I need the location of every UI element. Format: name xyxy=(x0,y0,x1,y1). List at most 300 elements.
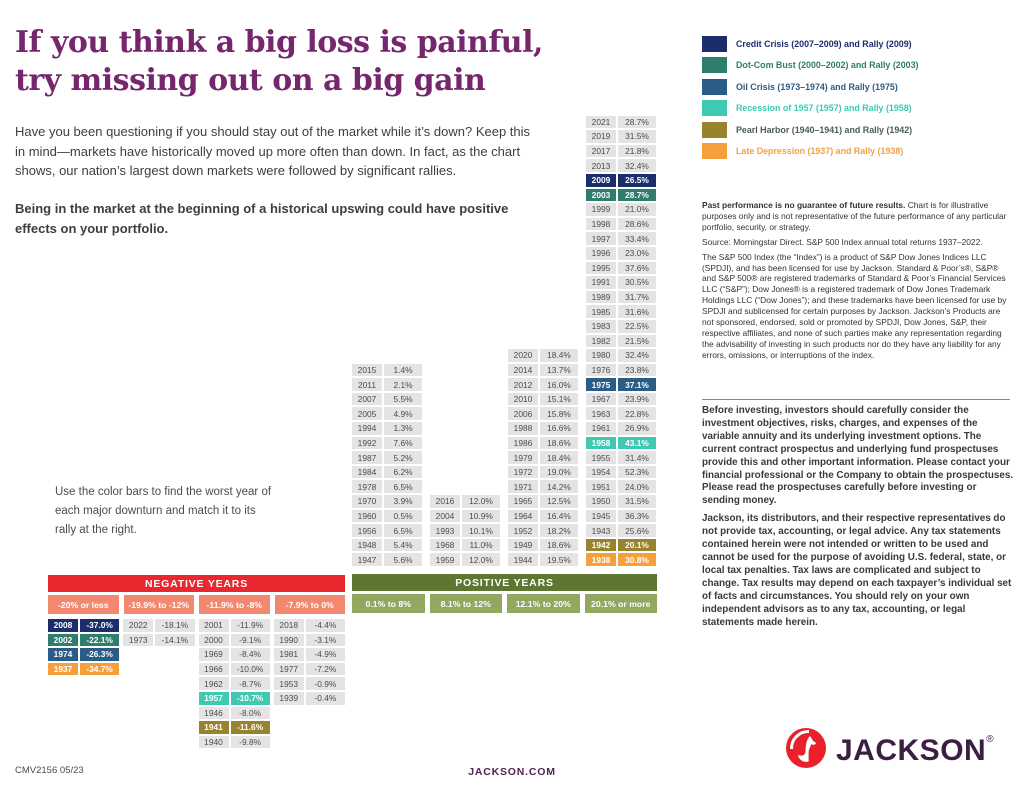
legal-tax-paragraph: Jackson, its distributors, and their respective representatives do not provide tax, accounting, or legal advice. Any tax statements contained herein were not intended or written to be used and cannot be used for the purpose of avoiding U.S. federal, state, or local tax penalties. Tax laws are complicated and subject to change. Tax results may depend on each taxpayer’s individual set of facts and circumstances. You should rely on your own independent advisors as to any tax, accounting, or legal statements made herein. xyxy=(702,513,1012,628)
return-value-cell: -10.7% xyxy=(231,692,270,705)
year-cell: 1946 xyxy=(199,707,229,720)
legend-item xyxy=(702,119,1017,141)
return-value-cell: 43.1% xyxy=(618,437,656,450)
return-value-cell: 52.3% xyxy=(618,466,656,479)
return-value-cell: -9.1% xyxy=(231,634,270,647)
website-link[interactable]: JACKSON.COM xyxy=(468,766,556,778)
year-cell: 1960 xyxy=(352,510,382,523)
return-value-cell: 30.8% xyxy=(618,553,656,566)
return-cell-row xyxy=(123,634,194,647)
return-cell-row xyxy=(352,393,422,406)
year-cell: 1967 xyxy=(586,393,616,406)
year-cell: 1968 xyxy=(430,539,460,552)
return-cell-row xyxy=(430,539,500,552)
return-value-cell: -11.9% xyxy=(231,619,270,632)
negative-range-header: -19.9% to -12% xyxy=(124,595,195,614)
positive-range-header: 8.1% to 12% xyxy=(430,594,503,613)
year-cell: 1994 xyxy=(352,422,382,435)
legend-color-swatch xyxy=(702,36,727,52)
jackson-wordmark-text: JACKSON xyxy=(836,733,987,767)
return-cell-row xyxy=(586,553,656,566)
return-cell-row xyxy=(352,422,422,435)
emphasis-paragraph: Being in the market at the beginning of a historical upswing could have positive effects on your portfolio. xyxy=(15,201,509,236)
year-cell: 1969 xyxy=(199,648,229,661)
return-cell-row xyxy=(586,305,656,318)
legend-color-swatch xyxy=(702,122,727,138)
return-value-cell: 31.4% xyxy=(618,451,656,464)
positive-columns xyxy=(352,115,657,568)
fineprint-block xyxy=(702,200,1012,365)
year-cell: 1996 xyxy=(586,247,616,260)
return-value-cell: 6.5% xyxy=(384,524,422,537)
return-cell-row xyxy=(586,393,656,406)
positive-bucket-column xyxy=(430,495,500,568)
return-value-cell: 21.0% xyxy=(618,203,656,216)
return-value-cell: -34.7% xyxy=(80,663,119,676)
return-cell-row xyxy=(586,510,656,523)
year-cell: 2018 xyxy=(274,619,304,632)
year-cell: 1991 xyxy=(586,276,616,289)
return-cell-row xyxy=(430,510,500,523)
return-cell-row xyxy=(586,422,656,435)
return-value-cell: -8.4% xyxy=(231,648,270,661)
return-value-cell: 6.2% xyxy=(384,466,422,479)
return-cell-row xyxy=(48,634,119,647)
return-cell-row xyxy=(199,721,270,734)
return-value-cell: 5.2% xyxy=(384,451,422,464)
return-value-cell: 31.7% xyxy=(618,291,656,304)
year-cell: 1961 xyxy=(586,422,616,435)
return-cell-row xyxy=(508,495,578,508)
year-cell: 2000 xyxy=(199,634,229,647)
return-cell-row xyxy=(586,291,656,304)
year-cell: 1971 xyxy=(508,480,538,493)
registered-mark: ® xyxy=(986,733,995,745)
return-cell-row xyxy=(430,553,500,566)
return-value-cell: 18.2% xyxy=(540,524,578,537)
year-cell: 1974 xyxy=(48,648,78,661)
return-value-cell: 30.5% xyxy=(618,276,656,289)
year-cell: 1980 xyxy=(586,349,616,362)
return-cell-row xyxy=(508,364,578,377)
return-value-cell: 21.5% xyxy=(618,335,656,348)
return-value-cell: 12.0% xyxy=(462,495,500,508)
return-value-cell: 23.8% xyxy=(618,364,656,377)
return-cell-row xyxy=(352,524,422,537)
year-cell: 2007 xyxy=(352,393,382,406)
return-value-cell: 10.9% xyxy=(462,510,500,523)
return-value-cell: 36.3% xyxy=(618,510,656,523)
return-cell-row xyxy=(352,553,422,566)
year-cell: 1982 xyxy=(586,335,616,348)
year-cell: 1979 xyxy=(508,451,538,464)
fineprint-source: Source: Morningstar Direct. S&P 500 Index annual total returns 1937–2022. xyxy=(702,236,983,247)
return-value-cell: 18.6% xyxy=(540,437,578,450)
return-cell-row xyxy=(199,663,270,676)
year-cell: 2013 xyxy=(586,159,616,172)
year-cell: 1972 xyxy=(508,466,538,479)
negative-bucket-column xyxy=(199,619,270,750)
year-cell: 2006 xyxy=(508,407,538,420)
positive-range-header: 12.1% to 20% xyxy=(507,594,580,613)
year-cell: 1962 xyxy=(199,677,229,690)
return-value-cell: 6.5% xyxy=(384,480,422,493)
return-value-cell: 26.9% xyxy=(618,422,656,435)
return-cell-row xyxy=(586,130,656,143)
negative-years-section xyxy=(48,575,345,750)
return-cell-row xyxy=(586,407,656,420)
return-value-cell: 15.8% xyxy=(540,407,578,420)
year-cell: 2016 xyxy=(430,495,460,508)
return-value-cell: 23.9% xyxy=(618,393,656,406)
positive-bucket-column xyxy=(508,349,578,568)
return-cell-row xyxy=(274,619,345,632)
return-cell-row xyxy=(199,677,270,690)
section-divider xyxy=(702,399,1010,400)
year-cell: 1948 xyxy=(352,539,382,552)
year-cell: 1966 xyxy=(199,663,229,676)
year-cell: 1992 xyxy=(352,437,382,450)
return-cell-row xyxy=(199,619,270,632)
return-cell-row xyxy=(352,539,422,552)
return-cell-row xyxy=(508,539,578,552)
return-value-cell: 26.5% xyxy=(618,174,656,187)
jackson-wordmark xyxy=(836,734,994,768)
legend-item xyxy=(702,33,1017,55)
return-cell-row xyxy=(274,677,345,690)
return-value-cell: -0.4% xyxy=(306,692,345,705)
year-cell: 1941 xyxy=(199,721,229,734)
return-value-cell: 21.8% xyxy=(618,145,656,158)
year-cell: 1973 xyxy=(123,634,153,647)
return-cell-row xyxy=(352,466,422,479)
return-value-cell: 5.4% xyxy=(384,539,422,552)
legend-item xyxy=(702,98,1017,120)
return-value-cell: 3.9% xyxy=(384,495,422,508)
positive-range-headers xyxy=(352,594,657,613)
year-cell: 1949 xyxy=(508,539,538,552)
return-cell-row xyxy=(586,466,656,479)
return-cell-row xyxy=(352,364,422,377)
negative-years-band: NEGATIVE YEARS xyxy=(48,575,345,592)
return-cell-row xyxy=(586,262,656,275)
return-value-cell: -8.0% xyxy=(231,707,270,720)
year-cell: 1937 xyxy=(48,663,78,676)
return-cell-row xyxy=(586,174,656,187)
return-value-cell: 19.5% xyxy=(540,553,578,566)
year-cell: 1983 xyxy=(586,320,616,333)
legend-item xyxy=(702,141,1017,163)
positive-years-band: POSITIVE YEARS xyxy=(352,574,657,591)
negative-bucket-column xyxy=(123,619,194,648)
return-value-cell: 15.1% xyxy=(540,393,578,406)
return-cell-row xyxy=(48,619,119,632)
return-cell-row xyxy=(586,378,656,391)
return-cell-row xyxy=(274,648,345,661)
legend-label: Oil Crisis (1973–1974) and Rally (1975) xyxy=(736,81,898,92)
return-cell-row xyxy=(199,692,270,705)
return-cell-row xyxy=(352,437,422,450)
chart-annotation: Use the color bars to find the worst year of each major downturn and match it to its rally at the right. xyxy=(55,486,272,536)
return-cell-row xyxy=(586,159,656,172)
return-cell-row xyxy=(508,553,578,566)
return-cell-row xyxy=(48,663,119,676)
return-value-cell: 12.5% xyxy=(540,495,578,508)
return-value-cell: 16.4% xyxy=(540,510,578,523)
year-cell: 1995 xyxy=(586,262,616,275)
legend-label: Late Depression (1937) and Rally (1938) xyxy=(736,146,904,157)
year-cell: 1951 xyxy=(586,480,616,493)
return-value-cell: 37.6% xyxy=(618,262,656,275)
year-cell: 1988 xyxy=(508,422,538,435)
year-cell: 2019 xyxy=(586,130,616,143)
year-cell: 1985 xyxy=(586,305,616,318)
year-cell: 1965 xyxy=(508,495,538,508)
return-cell-row xyxy=(508,437,578,450)
legend-label: Recession of 1957 (1957) and Rally (1958) xyxy=(736,103,912,114)
year-cell: 1987 xyxy=(352,451,382,464)
legend-color-swatch xyxy=(702,100,727,116)
return-value-cell: 25.6% xyxy=(618,524,656,537)
return-value-cell: 18.4% xyxy=(540,349,578,362)
page-title xyxy=(15,24,543,100)
year-cell: 1993 xyxy=(430,524,460,537)
return-cell-row xyxy=(586,247,656,260)
return-value-cell: 22.5% xyxy=(618,320,656,333)
fineprint-p1-rest: Chart is for illustrative purposes only and is not representative of the future performance of any particular portfolio, security, or strategy. xyxy=(702,200,1007,232)
year-cell: 1956 xyxy=(352,524,382,537)
year-cell: 2014 xyxy=(508,364,538,377)
year-cell: 1943 xyxy=(586,524,616,537)
return-cell-row xyxy=(508,378,578,391)
return-cell-row xyxy=(430,524,500,537)
year-cell: 2017 xyxy=(586,145,616,158)
year-cell: 1939 xyxy=(274,692,304,705)
legend-color-swatch xyxy=(702,143,727,159)
legend-label: Pearl Harbor (1940–1941) and Rally (1942) xyxy=(736,124,913,135)
year-cell: 1981 xyxy=(274,648,304,661)
return-cell-row xyxy=(352,378,422,391)
return-value-cell: 14.2% xyxy=(540,480,578,493)
legend-label: Dot-Com Bust (2000–2002) and Rally (2003) xyxy=(736,60,919,71)
return-cell-row xyxy=(586,364,656,377)
return-cell-row xyxy=(274,663,345,676)
return-value-cell: 1.4% xyxy=(384,364,422,377)
return-value-cell: 22.8% xyxy=(618,407,656,420)
year-cell: 1989 xyxy=(586,291,616,304)
return-cell-row xyxy=(586,524,656,537)
return-value-cell: 11.0% xyxy=(462,539,500,552)
year-cell: 2021 xyxy=(586,116,616,129)
return-value-cell: 18.6% xyxy=(540,539,578,552)
year-cell: 1938 xyxy=(586,553,616,566)
return-value-cell: 10.1% xyxy=(462,524,500,537)
return-cell-row xyxy=(352,407,422,420)
return-value-cell: 28.6% xyxy=(618,218,656,231)
year-cell: 1944 xyxy=(508,553,538,566)
return-value-cell: 31.5% xyxy=(618,130,656,143)
year-cell: 1958 xyxy=(586,437,616,450)
return-cell-row xyxy=(508,524,578,537)
year-cell: 2005 xyxy=(352,407,382,420)
legend-item xyxy=(702,55,1017,77)
return-cell-row xyxy=(586,451,656,464)
return-cell-row xyxy=(586,495,656,508)
return-cell-row xyxy=(199,707,270,720)
year-cell: 2010 xyxy=(508,393,538,406)
negative-bucket-column xyxy=(274,619,345,707)
return-value-cell: -22.1% xyxy=(80,634,119,647)
return-value-cell: 24.0% xyxy=(618,480,656,493)
return-cell-row xyxy=(508,510,578,523)
return-cell-row xyxy=(274,634,345,647)
return-value-cell: -3.1% xyxy=(306,634,345,647)
year-cell: 1950 xyxy=(586,495,616,508)
return-value-cell: 13.7% xyxy=(540,364,578,377)
return-cell-row xyxy=(586,189,656,202)
year-cell: 1947 xyxy=(352,553,382,566)
year-cell: 2020 xyxy=(508,349,538,362)
return-value-cell: -10.0% xyxy=(231,663,270,676)
return-cell-row xyxy=(586,232,656,245)
year-cell: 1954 xyxy=(586,466,616,479)
return-cell-row xyxy=(586,437,656,450)
year-cell: 1990 xyxy=(274,634,304,647)
return-value-cell: -14.1% xyxy=(155,634,194,647)
return-value-cell: -26.3% xyxy=(80,648,119,661)
legend xyxy=(702,33,1017,162)
year-cell: 1959 xyxy=(430,553,460,566)
return-cell-row xyxy=(352,510,422,523)
jackson-horse-icon xyxy=(786,728,826,773)
return-value-cell: 19.0% xyxy=(540,466,578,479)
return-cell-row xyxy=(586,218,656,231)
positive-years-section xyxy=(352,115,657,613)
return-cell-row xyxy=(508,422,578,435)
return-value-cell: 5.5% xyxy=(384,393,422,406)
return-cell-row xyxy=(586,335,656,348)
year-cell: 1986 xyxy=(508,437,538,450)
return-cell-row xyxy=(508,407,578,420)
year-cell: 1997 xyxy=(586,232,616,245)
return-value-cell: -0.9% xyxy=(306,677,345,690)
return-value-cell: -8.7% xyxy=(231,677,270,690)
year-cell: 1977 xyxy=(274,663,304,676)
year-cell: 1970 xyxy=(352,495,382,508)
return-value-cell: 32.4% xyxy=(618,159,656,172)
legend-item xyxy=(702,76,1017,98)
page-title-line1: If you think a big loss is painful, xyxy=(15,25,543,60)
year-cell: 2015 xyxy=(352,364,382,377)
year-cell: 1942 xyxy=(586,539,616,552)
return-cell-row xyxy=(199,736,270,749)
return-cell-row xyxy=(352,495,422,508)
legend-color-swatch xyxy=(702,57,727,73)
return-value-cell: -11.6% xyxy=(231,721,270,734)
return-cell-row xyxy=(352,480,422,493)
return-value-cell: -4.9% xyxy=(306,648,345,661)
year-cell: 2003 xyxy=(586,189,616,202)
year-cell: 1955 xyxy=(586,451,616,464)
year-cell: 2009 xyxy=(586,174,616,187)
year-cell: 2004 xyxy=(430,510,460,523)
return-cell-row xyxy=(123,619,194,632)
return-cell-row xyxy=(274,692,345,705)
return-value-cell: -9.8% xyxy=(231,736,270,749)
form-number: CMV2156 05/23 xyxy=(15,765,84,776)
intro-paragraph: Have you been questioning if you should stay out of the market while it’s down? Keep this in mind—markets have historically moved up more often than down. In fact, as the chart shows, our nation’s largest down markets were followed by significant rallies. xyxy=(15,124,531,178)
year-cell: 1952 xyxy=(508,524,538,537)
negative-range-header: -7.9% to 0% xyxy=(275,595,346,614)
fineprint-p1 xyxy=(702,200,1012,233)
year-cell: 1976 xyxy=(586,364,616,377)
return-cell-row xyxy=(586,116,656,129)
fineprint-p1-bold: Past performance is no guarantee of future results. xyxy=(702,200,906,210)
return-cell-row xyxy=(586,276,656,289)
return-cell-row xyxy=(586,539,656,552)
return-value-cell: -18.1% xyxy=(155,619,194,632)
legal-block xyxy=(702,405,1016,634)
year-cell: 1998 xyxy=(586,218,616,231)
return-value-cell: 1.3% xyxy=(384,422,422,435)
year-cell: 2001 xyxy=(199,619,229,632)
return-value-cell: 7.6% xyxy=(384,437,422,450)
year-cell: 1964 xyxy=(508,510,538,523)
return-value-cell: 37.1% xyxy=(618,378,656,391)
return-value-cell: 2.1% xyxy=(384,378,422,391)
negative-range-header: -20% or less xyxy=(48,595,119,614)
return-value-cell: 23.0% xyxy=(618,247,656,260)
positive-range-header: 0.1% to 8% xyxy=(352,594,425,613)
return-value-cell: 28.7% xyxy=(618,116,656,129)
return-cell-row xyxy=(586,145,656,158)
positive-range-header: 20.1% or more xyxy=(585,594,658,613)
legend-color-swatch xyxy=(702,79,727,95)
return-value-cell: 18.4% xyxy=(540,451,578,464)
return-value-cell: 12.0% xyxy=(462,553,500,566)
return-cell-row xyxy=(430,495,500,508)
return-cell-row xyxy=(508,349,578,362)
year-cell: 1963 xyxy=(586,407,616,420)
return-value-cell: -7.2% xyxy=(306,663,345,676)
return-value-cell: -4.4% xyxy=(306,619,345,632)
return-value-cell: 28.7% xyxy=(618,189,656,202)
year-cell: 2008 xyxy=(48,619,78,632)
year-cell: 1953 xyxy=(274,677,304,690)
return-value-cell: 16.0% xyxy=(540,378,578,391)
year-cell: 1978 xyxy=(352,480,382,493)
year-cell: 1945 xyxy=(586,510,616,523)
return-value-cell: 31.6% xyxy=(618,305,656,318)
positive-bucket-column xyxy=(586,116,656,568)
return-value-cell: 0.5% xyxy=(384,510,422,523)
return-value-cell: 16.6% xyxy=(540,422,578,435)
year-cell: 2012 xyxy=(508,378,538,391)
positive-bucket-column xyxy=(352,364,422,568)
year-cell: 1984 xyxy=(352,466,382,479)
return-value-cell: 5.6% xyxy=(384,553,422,566)
return-value-cell: 33.4% xyxy=(618,232,656,245)
negative-bucket-column xyxy=(48,619,119,677)
return-cell-row xyxy=(586,480,656,493)
return-cell-row xyxy=(508,451,578,464)
return-cell-row xyxy=(586,203,656,216)
year-cell: 1975 xyxy=(586,378,616,391)
return-value-cell: -37.0% xyxy=(80,619,119,632)
negative-range-header: -11.9% to -8% xyxy=(199,595,270,614)
return-cell-row xyxy=(352,451,422,464)
year-cell: 1999 xyxy=(586,203,616,216)
